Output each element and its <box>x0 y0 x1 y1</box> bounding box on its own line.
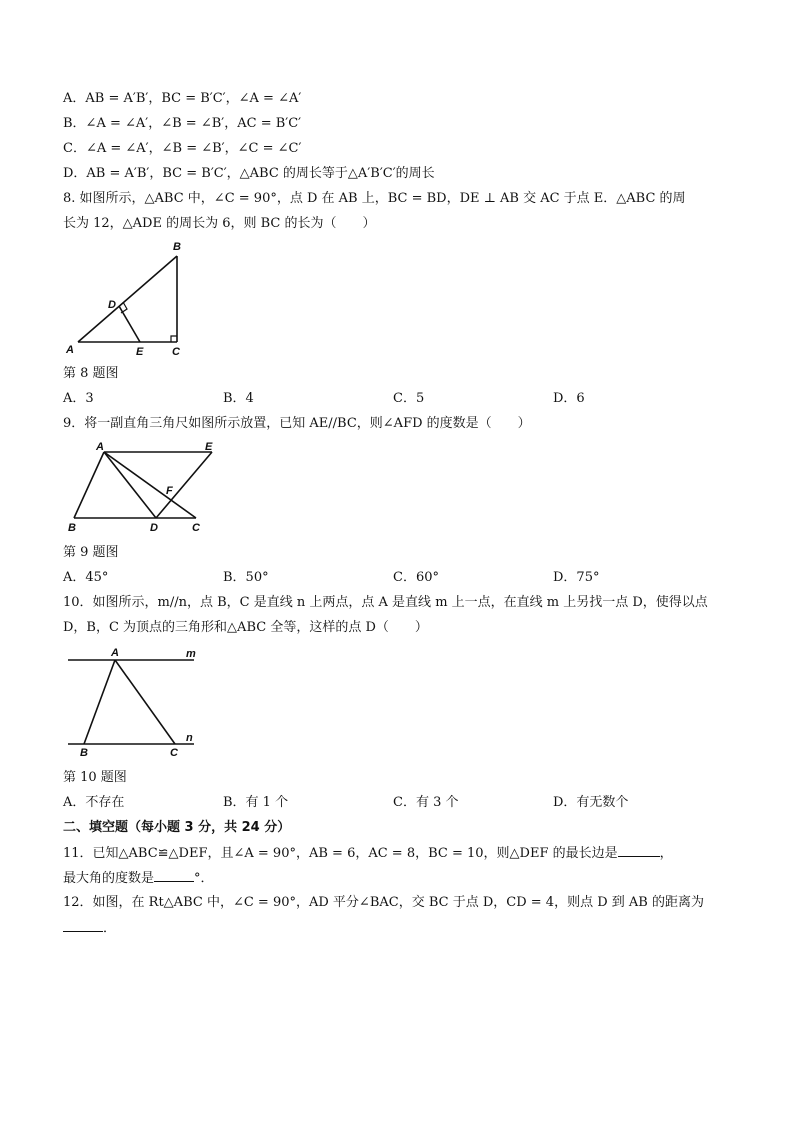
q9-figure <box>60 440 230 535</box>
q7-option-a: A．AB = A′B′，BC = B′C′，∠A = ∠A′ <box>63 91 302 106</box>
q7-option-c: C．∠A = ∠A′，∠B = ∠B′，∠C = ∠C′ <box>63 141 302 156</box>
q8-option-b: B．4 <box>223 391 254 406</box>
section-fill-in-title: 二、填空题（每小题 3 分，共 24 分） <box>63 820 291 835</box>
q9-label-a: A <box>96 441 104 453</box>
q8-option-a: A．3 <box>63 391 94 406</box>
q9-option-d: D．75° <box>553 570 600 585</box>
q9-label-f: F <box>166 485 173 497</box>
q8-label-e: E <box>136 346 144 358</box>
q9-segment-ad <box>104 452 156 518</box>
q11-stem-line1 <box>63 844 673 863</box>
q10-label-a: A <box>111 647 119 659</box>
q9-option-a: A．45° <box>63 570 109 585</box>
q9-stem-line1: 9．将一副直角三角尺如图所示放置，已知 AE//BC，则∠AFD 的度数是（ ） <box>63 416 531 431</box>
q11-answer-blank-1[interactable] <box>618 844 660 857</box>
q12-text-end: ． <box>103 921 117 936</box>
q8-segment-de <box>119 306 140 342</box>
q8-right-angle-c <box>171 336 177 342</box>
q10-stem-line1: 10．如图所示，m//n，点 B，C 是直线 n 上两点，点 A 是直线 m 上一点，在直线 m 上另找一点 D，使得以点 <box>63 595 708 610</box>
q8-caption: 第 8 题图 <box>63 366 119 381</box>
q8-options <box>63 390 703 408</box>
q8-option-c: C．5 <box>393 391 425 406</box>
q10-stem-line2: D，B，C 为顶点的三角形和△ABC 全等，这样的点 D（ ） <box>63 620 428 635</box>
q11-text-2: 最大角的度数是 <box>63 871 155 886</box>
q10-segment-ab <box>84 660 115 744</box>
q11-answer-blank-2[interactable] <box>154 869 194 882</box>
q8-label-a: A <box>66 344 74 356</box>
q8-segment-ab <box>78 256 177 342</box>
q10-caption: 第 10 题图 <box>63 770 127 785</box>
q10-label-b: B <box>80 747 88 759</box>
q10-options <box>63 794 703 812</box>
q7-option-d: D．AB = A′B′，BC = B′C′，△ABC 的周长等于△A′B′C′的周长 <box>63 166 435 181</box>
q10-option-c: C．有 3 个 <box>393 795 459 810</box>
q10-option-b: B．有 1 个 <box>223 795 289 810</box>
q8-stem-line1: 8. 如图所示，△ABC 中，∠C = 90°，点 D 在 AB 上，BC = BD，DE ⊥ AB 交 AC 于点 E．△ABC 的周 <box>63 191 686 206</box>
q7-option-b: B．∠A = ∠A′，∠B = ∠B′，AC = B′C′ <box>63 116 302 131</box>
q9-segment-de <box>156 452 212 518</box>
q9-label-e: E <box>205 441 213 453</box>
q11-text-2-end: °． <box>194 871 214 886</box>
q9-segment-ab <box>74 452 104 518</box>
q9-segment-ac <box>104 452 196 518</box>
q9-options <box>63 569 703 587</box>
q11-text-1-end: ， <box>659 846 673 861</box>
q11-text-1: 11．已知△ABC≌△DEF，且∠A = 90°，AB = 6，AC = 8，BC = 10，则△DEF 的最长边是 <box>63 846 618 861</box>
q10-label-n: n <box>186 732 193 744</box>
q11-stem-line2 <box>63 869 214 888</box>
q9-label-b: B <box>68 522 76 534</box>
q10-label-c: C <box>170 747 178 759</box>
q8-label-b: B <box>173 241 181 253</box>
q9-option-c: C．60° <box>393 570 439 585</box>
q9-label-c: C <box>192 522 200 534</box>
q12-stem-line1: 12．如图，在 Rt△ABC 中，∠C = 90°，AD 平分∠BAC，交 BC 于点 D，CD = 4，则点 D 到 AB 的距离为 <box>63 895 704 910</box>
q9-label-d: D <box>150 522 158 534</box>
q10-option-d: D．有无数个 <box>553 795 629 810</box>
q10-label-m: m <box>186 648 196 660</box>
q8-label-d: D <box>108 299 116 311</box>
q8-figure <box>60 240 200 360</box>
q8-label-c: C <box>172 346 180 358</box>
q8-stem-line2: 长为 12，△ADE 的周长为 6，则 BC 的长为（ ） <box>63 216 376 231</box>
q9-option-b: B．50° <box>223 570 269 585</box>
q12-stem-line2 <box>63 919 116 938</box>
q10-figure <box>60 644 210 759</box>
q9-caption: 第 9 题图 <box>63 545 119 560</box>
q10-segment-ac <box>115 660 175 744</box>
q8-option-d: D．6 <box>553 391 585 406</box>
q12-answer-blank[interactable] <box>63 919 103 932</box>
q10-option-a: A．不存在 <box>63 795 125 810</box>
